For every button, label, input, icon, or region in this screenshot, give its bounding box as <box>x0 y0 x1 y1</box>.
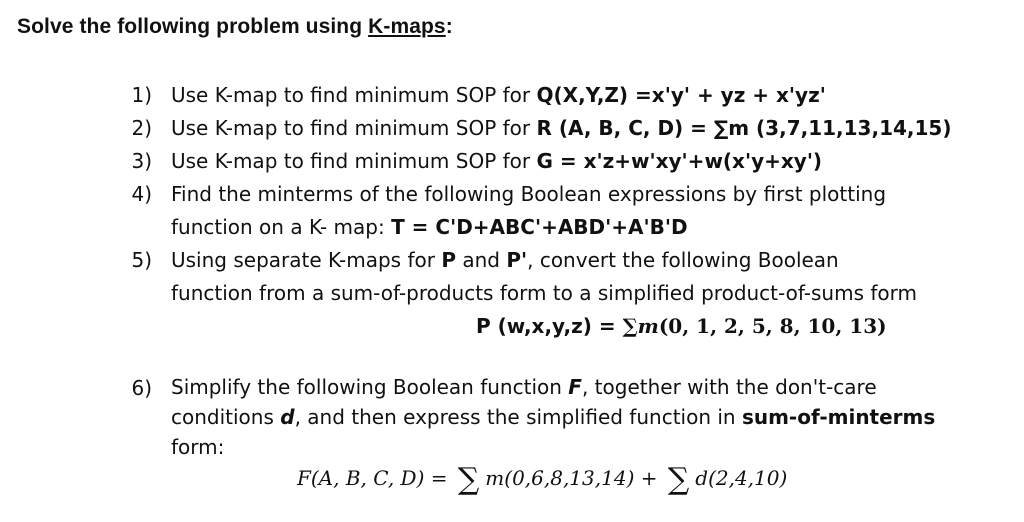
problem-5-line-1-b: and <box>455 248 507 272</box>
problem-number: 1) <box>131 83 152 107</box>
problem-6-line-2-b: , and then express the simplified function in <box>294 405 742 429</box>
sum-of-minterms-emphasis: sum-of-minterms <box>741 405 936 429</box>
problem-6-line-2 <box>171 402 935 432</box>
problem-number: 4) <box>131 182 152 206</box>
problem-5-expression <box>476 310 887 343</box>
minterm-list: (0, 1, 2, 5, 8, 10, 13) <box>658 314 887 338</box>
problem-text <box>171 112 951 145</box>
problem-5-line-2: function from a sum-of-products form to a simplified product-of-sums form <box>171 281 917 305</box>
problem-3-expression: G = x'z+w'xy'+w(x'y+xy') <box>536 149 823 173</box>
problem-4-line-2 <box>171 211 688 244</box>
problem-5-line-1-c: , convert the following Boolean <box>527 248 839 272</box>
sigma-symbol: ∑ <box>457 462 480 497</box>
heading-suffix: : <box>445 15 453 38</box>
problem-6-line-1-a: Simplify the following Boolean function <box>171 375 569 399</box>
problem-set-heading <box>17 15 453 39</box>
variable-d: d <box>280 405 295 429</box>
problem-5-expression-rhs <box>623 314 887 338</box>
problem-6-line-2-a: conditions <box>171 405 281 429</box>
problem-text <box>171 145 822 178</box>
problem-6-line-3: form: <box>171 435 225 459</box>
problem-1-expression: Q(X,Y,Z) =x'y' + yz + x'yz' <box>536 83 826 107</box>
problem-number: 5) <box>131 248 152 272</box>
problem-6-formula <box>297 462 787 497</box>
problem-2-expression: R (A, B, C, D) = ∑m (3,7,11,13,14,15) <box>536 116 952 140</box>
problem-5-expression-lhs: P (w,x,y,z) = <box>476 314 623 338</box>
problem-2-text: Use K-map to find minimum SOP for <box>171 116 537 140</box>
variable-p: P <box>441 248 456 272</box>
variable-p-prime: P' <box>506 248 528 272</box>
variable-f: F <box>568 375 582 399</box>
problem-1-text: Use K-map to find minimum SOP for <box>171 83 537 107</box>
formula-lhs: F(A, B, C, D) = <box>297 466 454 490</box>
sigma-symbol: ∑ <box>622 314 638 338</box>
heading-prefix: Solve the following problem using <box>17 15 369 38</box>
formula-dont-cares: d(2,4,10) <box>695 466 788 490</box>
heading-underlined: K-maps <box>368 15 446 38</box>
problem-5-line-1 <box>171 244 839 277</box>
problem-4-expression: T = C'D+ABC'+ABD'+A'B'D <box>391 215 688 239</box>
problem-6 <box>0 372 1024 462</box>
problem-4 <box>0 178 1024 244</box>
problem-5 <box>0 244 1024 344</box>
problem-number: 6) <box>131 376 152 400</box>
minterm-symbol: m <box>637 314 659 338</box>
problem-4-line-2-text: function on a K- map: <box>171 215 392 239</box>
sigma-symbol: ∑ <box>667 462 690 497</box>
problem-number: 2) <box>131 116 152 140</box>
problem-3-text: Use K-map to find minimum SOP for <box>171 149 537 173</box>
formula-minterms: m(0,6,8,13,14) + <box>485 466 664 490</box>
problem-number: 3) <box>131 149 152 173</box>
problem-6-line-1 <box>171 372 877 402</box>
problem-6-line-1-b: , together with the don't-care <box>581 375 877 399</box>
problem-5-line-1-a: Using separate K-maps for <box>171 248 442 272</box>
problem-text <box>171 79 826 112</box>
problem-4-line-1: Find the minterms of the following Boolean expressions by first plotting <box>171 182 887 206</box>
